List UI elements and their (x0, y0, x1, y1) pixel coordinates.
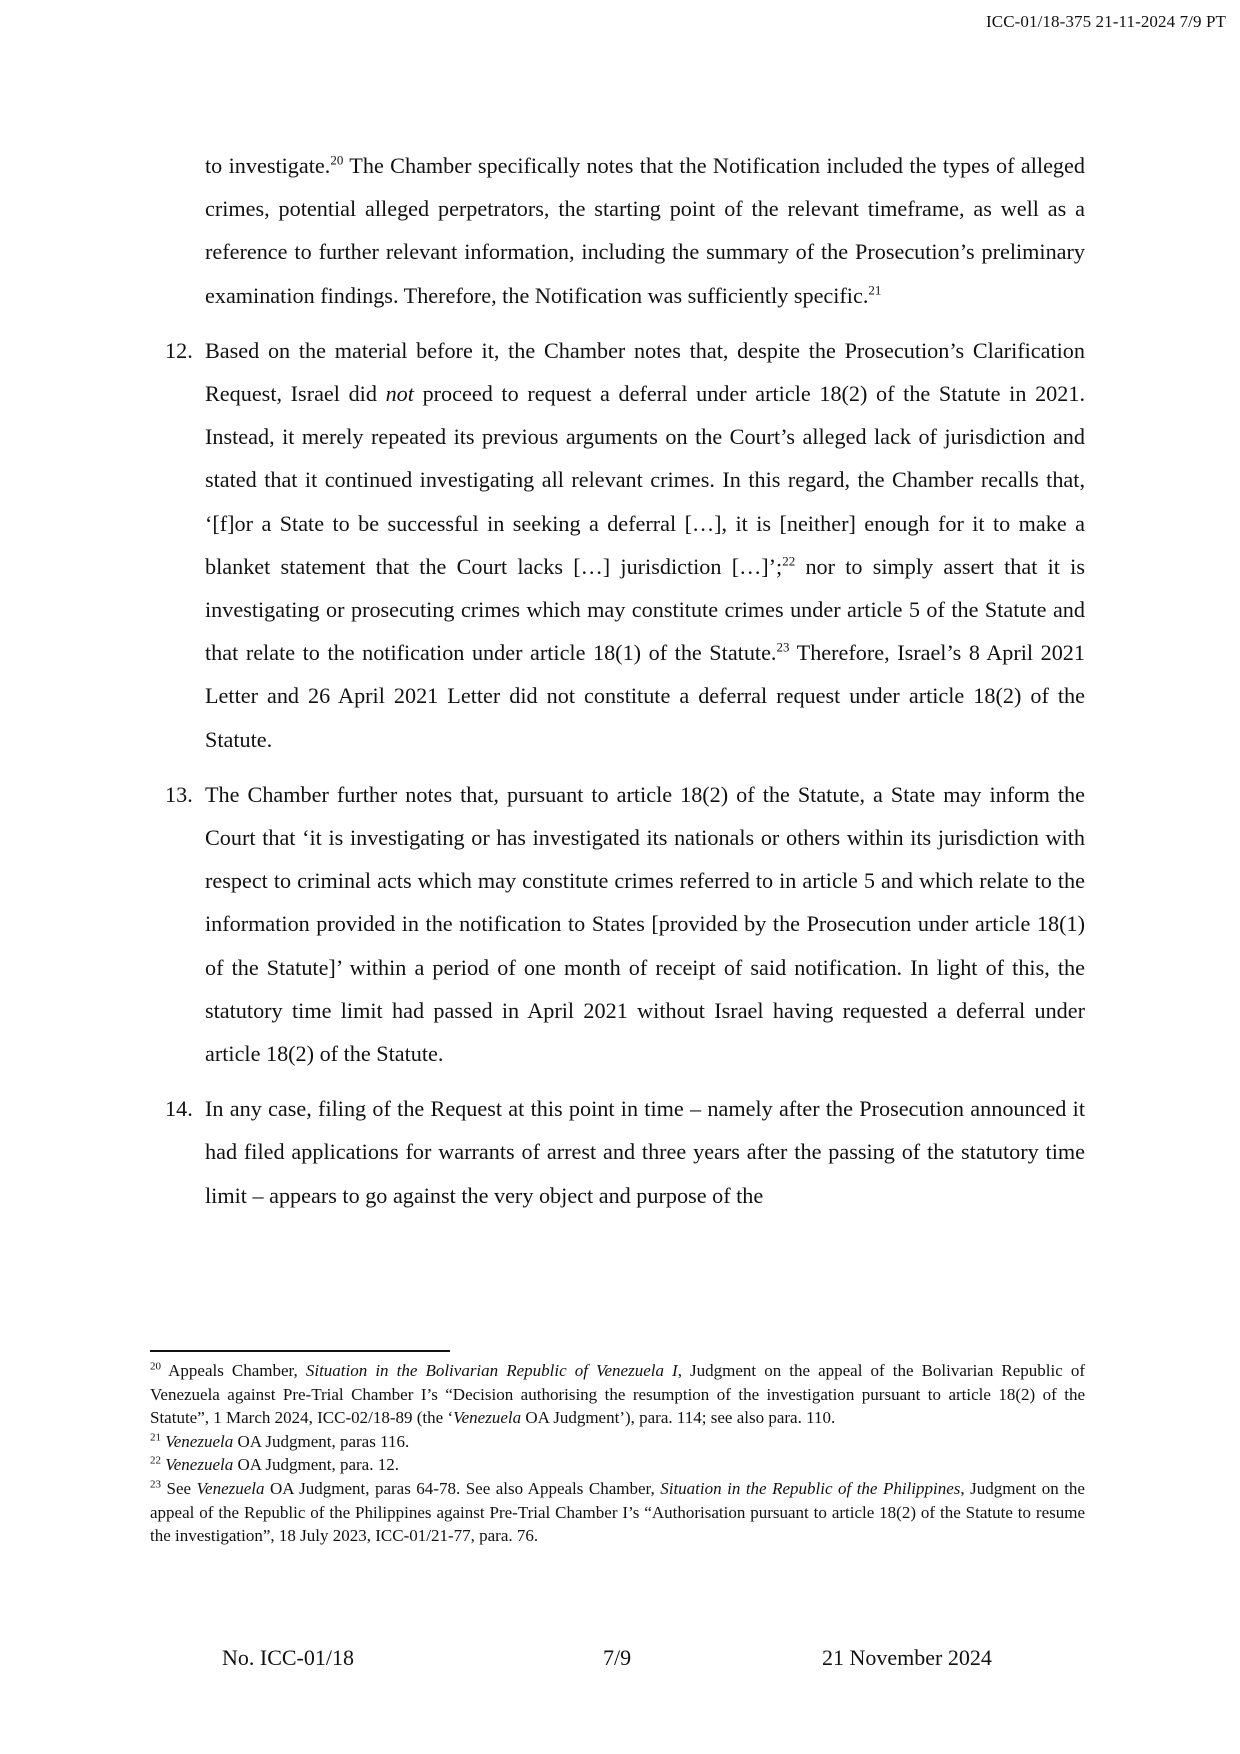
emphasis-text: Venezuela (196, 1478, 265, 1498)
paragraph-text (205, 338, 1085, 752)
paragraph-continued (205, 144, 1085, 317)
paragraph-text (205, 782, 1085, 1066)
text-run: Therefore, Israel’s 8 April 2021 Letter and 26 April 2021 Letter did not constitute a deferral request under article 18(2) of the Statute. (205, 640, 1085, 752)
footnote-reference: 21 (868, 282, 882, 298)
footer-date: 21 November 2024 (822, 1645, 992, 1670)
footnote-22 (150, 1453, 1085, 1477)
paragraph-number: 13. (165, 781, 193, 807)
text-run: The Chamber specifically notes that the Notification included the types of alleged crimes, potential alleged perpetrators, the starting point of the relevant timeframe, as well as a reference to further relevant information, including the summary of the Prosecution’s preliminary examination findings. Therefore, the Notification was sufficiently specific. (205, 153, 1085, 308)
footnote-divider (150, 1350, 450, 1352)
paragraph-text (205, 1096, 1085, 1207)
body-text (165, 144, 1085, 1229)
text-run: proceed to request a deferral under article 18(2) of the Statute in 2021. Instead, it merely repeated its previous arguments on the Court’s alleged lack of jurisdiction and stated that it continued investigating all relevant crimes. In this regard, the Chamber recalls that, ‘[f]or a State to be successful in seeking a deferral […], it is [neither] enough for it to make a blanket statement that the Court lacks […] jurisdiction […]’; (205, 381, 1085, 579)
text-run: OA Judgment, para. 12. (233, 1455, 399, 1475)
header-stamp: ICC-01/18-375 21-11-2024 7/9 PT (986, 12, 1226, 31)
paragraph-12 (165, 329, 1085, 761)
text-run: , Judgment on the appeal of the Bolivarian Republic of Venezuela against Pre-Trial Chamber I’s “Decision authorising the resumption of the investigation pursuant to article 18(2) of the Statute”, 1 March 2024, ICC-02/18-89 (the ‘ (150, 1361, 1086, 1428)
text-run: Appeals Chamber, (161, 1361, 306, 1380)
footnote-reference: 23 (776, 639, 790, 655)
text-run: The Chamber further notes that, pursuant to article 18(2) of the Statute, a State may inform the Court that ‘it is investigating or has investigated its nationals or others within its jurisdiction with respect to criminal acts which may constitute crimes referred to in article 5 and which relate to the information provided in the notification to States [provided by the Prosecution under article 18(1) of the Statute]’ within a period of one month of receipt of said notification. In light of this, the statutory time limit had passed in April 2021 without Israel having requested a deferral under article 18(2) of the Statute. (205, 781, 1085, 1067)
footnote-number: 21 (150, 1431, 161, 1444)
footnote-number: 22 (150, 1454, 161, 1467)
footnote-reference: 20 (330, 152, 344, 168)
text-run: to investigate. (205, 153, 331, 178)
paragraph-13 (165, 773, 1085, 1075)
footnote-reference: 22 (782, 553, 796, 569)
footer-case-number: No. ICC-01/18 (222, 1645, 354, 1670)
emphasis-text: Situation in the Republic of the Philippines (660, 1478, 961, 1498)
emphasis-text: Venezuela (165, 1431, 234, 1451)
paragraph-number: 14. (165, 1096, 193, 1122)
footnote-number: 20 (150, 1360, 161, 1373)
footnote-21 (150, 1430, 1085, 1454)
footnote-20 (150, 1359, 1085, 1430)
text-run: , Judgment on the appeal of the Republic of the Philippines against Pre-Trial Chamber I’s “Authorisation pursuant to article 18(2) of the Statute to resume the investigation”, 18 July 2023, ICC-01/21-77, para. 76. (150, 1478, 1085, 1546)
emphasis-text: Venezuela (453, 1408, 522, 1428)
paragraph-14 (165, 1087, 1085, 1217)
text-run: OA Judgment’), para. 114; see also para. 110. (521, 1408, 836, 1428)
footnote-23 (150, 1477, 1085, 1548)
emphasis-text: Situation in the Bolivarian Republic of Venezuela I (305, 1361, 678, 1380)
text-run: Based on the material before it, the Chamber notes that, despite the Prosecution’s Clarification Request, Israel did (205, 337, 1085, 407)
paragraph-text (205, 153, 1085, 308)
emphasis-text: Venezuela (165, 1455, 234, 1475)
text-run: See (161, 1478, 197, 1498)
emphasis-text: not (385, 381, 414, 407)
text-run: nor to simply assert that it is investigating or prosecuting crimes which may constitute crimes under article 5 of the Statute and that relate to the notification under article 18(1) of the Statute. (205, 553, 1085, 666)
paragraph-number: 12. (165, 337, 193, 363)
footer-page-number: 7/9 (603, 1645, 632, 1670)
text-run: OA Judgment, paras 116. (233, 1431, 410, 1451)
footnote-number: 23 (150, 1478, 161, 1491)
footnotes (150, 1359, 1085, 1548)
text-run: In any case, filing of the Request at this point in time – namely after the Prosecution announced it had filed applications for warrants of arrest and three years after the passing of the statutory time limit – appears to go against the very object and purpose of the (205, 1096, 1085, 1208)
text-run: OA Judgment, paras 64-78. See also Appeals Chamber, (264, 1478, 661, 1498)
